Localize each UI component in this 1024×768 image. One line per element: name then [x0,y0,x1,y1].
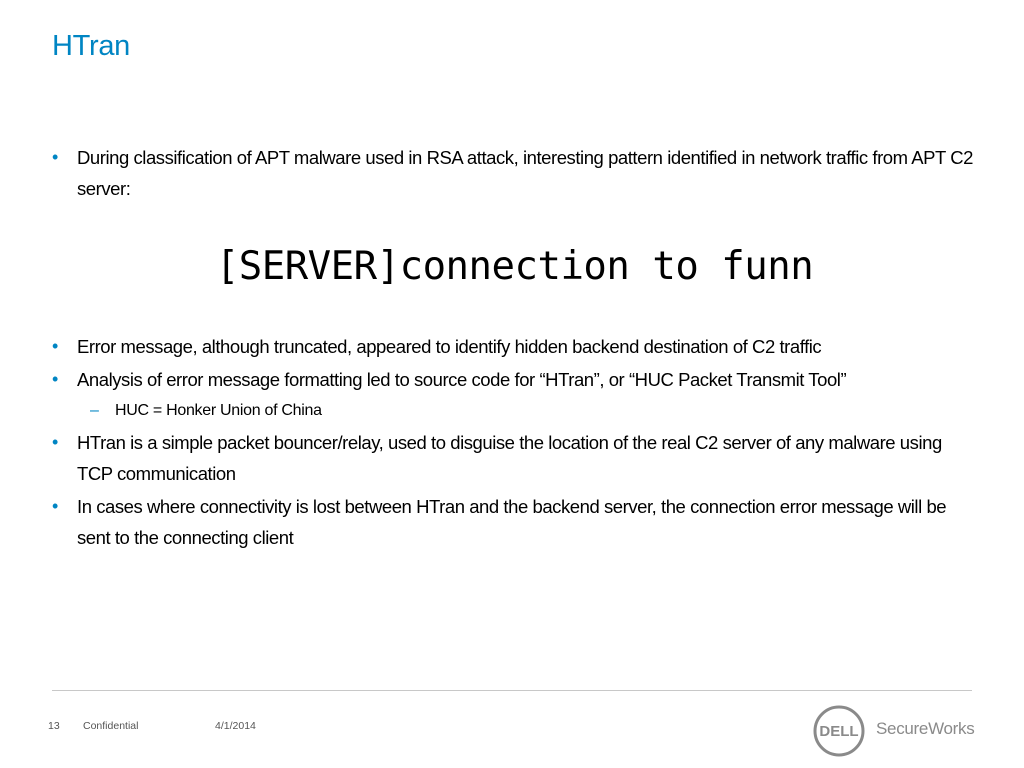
footer-divider [52,690,972,691]
bullet-text: HTran is a simple packet bouncer/relay, used to disguise the location of the real C2 server of any malware using TCP communication [77,432,942,484]
brand-name: SecureWorks [876,719,975,738]
code-snippet: [SERVER]connection to funn [215,244,814,289]
bullet-text: Analysis of error message formatting led to source code for “HTran”, or “HUC Packet Transmit Tool” [77,369,847,390]
bullet-icon: • [52,336,58,356]
dash-icon: – [90,402,99,419]
dell-logo-text: DELL [819,723,859,740]
bullet-icon: • [52,496,58,516]
bullet-list [52,142,977,553]
slide-title: HTran [52,30,130,62]
bullet-icon: • [52,369,58,389]
page-number: 13 [48,720,60,732]
confidential-label: Confidential [83,720,139,732]
bullet-text: During classification of APT malware used in RSA attack, interesting pattern identified in network traffic from APT C2 server: [77,147,973,199]
bullet-item [52,427,977,489]
bullet-text: In cases where connectivity is lost between HTran and the backend server, the connection error message will be sent to the connecting client [77,496,947,548]
bullet-item [52,142,977,204]
date-label: 4/1/2014 [215,720,256,732]
bullet-text: Error message, although truncated, appeared to identify hidden backend destination of C2 traffic [77,336,822,357]
dell-logo-icon [812,704,868,760]
bullet-item [52,364,977,395]
bullet-item [52,331,977,362]
bullet-icon: • [52,147,58,167]
sub-bullet-text: HUC = Honker Union of China [115,402,322,419]
bullet-icon: • [52,432,58,452]
bullet-item [52,491,977,553]
sub-bullet-item [52,395,977,427]
